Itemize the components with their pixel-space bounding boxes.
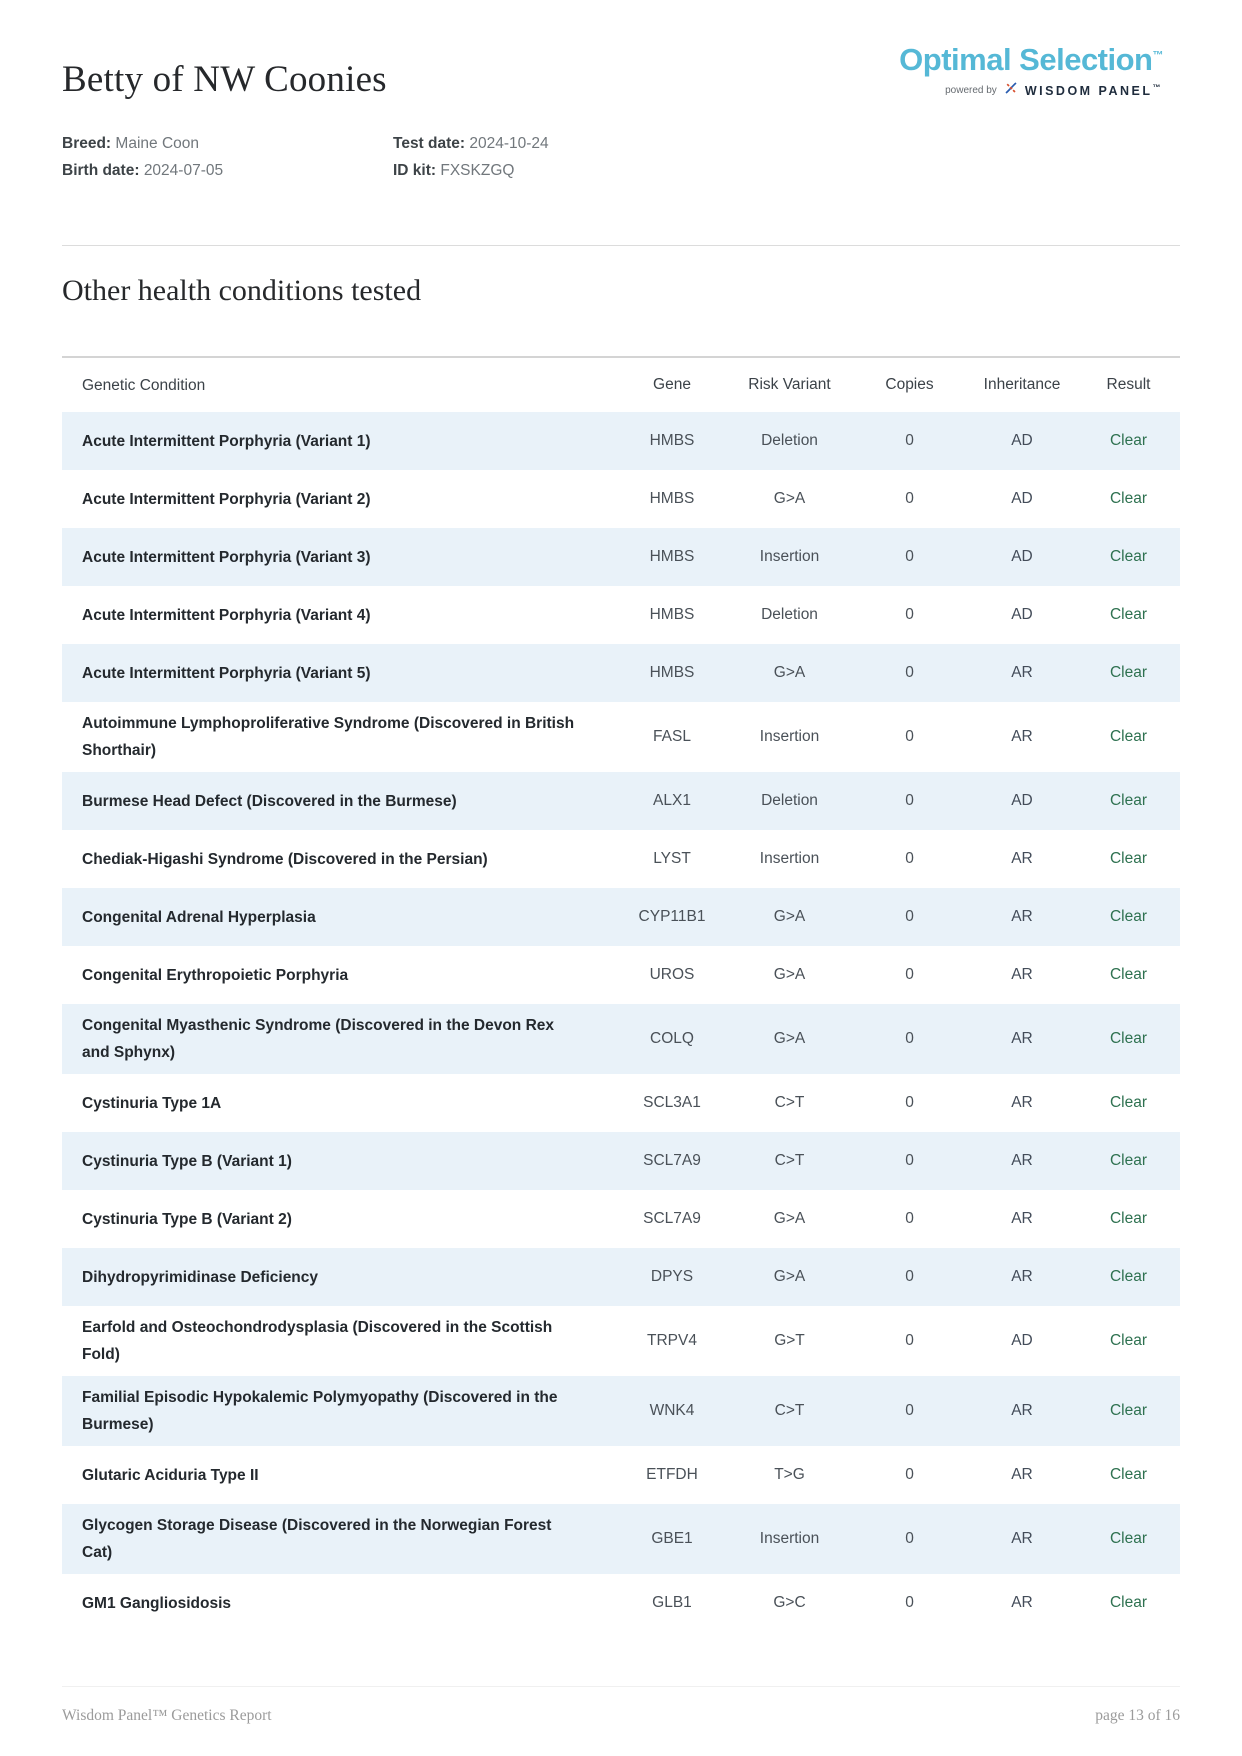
condition-name: Burmese Head Defect (Discovered in the Burmese) — [82, 792, 457, 810]
table-row — [62, 586, 1180, 644]
table-row — [62, 644, 1180, 702]
page-title: Betty of NW Coonies — [62, 59, 387, 100]
risk-variant-value: G>A — [773, 966, 806, 983]
condition-name: Cystinuria Type B (Variant 2) — [82, 1210, 292, 1228]
inheritance-value: AR — [1011, 1268, 1033, 1285]
table-row — [62, 702, 1180, 772]
page-footer — [62, 1686, 1180, 1725]
gene-value: COLQ — [650, 1030, 694, 1047]
result-value: Clear — [1109, 1094, 1148, 1111]
result-value: Clear — [1109, 1268, 1148, 1285]
result-value: Clear — [1109, 908, 1148, 925]
gene-value: ETFDH — [646, 1466, 698, 1483]
risk-variant-value: Deletion — [761, 606, 818, 623]
condition-name: Congenital Myasthenic Syndrome (Discovered in the Devon Rex and Sphynx) — [82, 1017, 555, 1061]
result-value: Clear — [1109, 850, 1148, 867]
gene-value: ALX1 — [653, 792, 691, 809]
breed-line — [62, 133, 393, 155]
risk-variant-value: Insertion — [759, 728, 820, 745]
result-value: Clear — [1109, 1530, 1148, 1547]
risk-variant-value: T>G — [774, 1466, 805, 1483]
copies-value: 0 — [905, 1152, 914, 1169]
table-row — [62, 1132, 1180, 1190]
test-date-label: Test date: — [393, 135, 466, 152]
gene-value: FASL — [653, 728, 691, 745]
condition-name: Acute Intermittent Porphyria (Variant 3) — [82, 548, 371, 566]
result-value: Clear — [1109, 728, 1148, 745]
inheritance-value: AD — [1011, 548, 1033, 565]
gene-value: HMBS — [649, 548, 695, 565]
risk-variant-value: C>T — [774, 1152, 805, 1169]
gene-value: HMBS — [649, 664, 695, 681]
trademark-symbol: ™ — [1152, 49, 1163, 62]
gene-value: TRPV4 — [647, 1332, 697, 1349]
birth-date-line — [62, 160, 393, 182]
optimal-selection-logo: Optimal Selection™ — [899, 42, 1163, 77]
copies-value: 0 — [905, 490, 914, 507]
condition-name: Glutaric Aciduria Type II — [82, 1466, 259, 1484]
risk-variant-value: G>T — [774, 1332, 805, 1349]
gene-value: SCL3A1 — [643, 1094, 701, 1111]
id-kit-line — [393, 160, 549, 182]
gene-value: HMBS — [649, 490, 695, 507]
copies-value: 0 — [905, 432, 914, 449]
brand-logo — [899, 44, 1163, 100]
risk-variant-value: G>A — [773, 1210, 806, 1227]
copies-value: 0 — [905, 1402, 914, 1419]
gene-value: HMBS — [649, 606, 695, 623]
inheritance-value: AR — [1011, 1210, 1033, 1227]
condition-name: Congenital Adrenal Hyperplasia — [82, 908, 316, 926]
table-body — [62, 412, 1180, 1632]
table-row — [62, 830, 1180, 888]
inheritance-value: AD — [1011, 1332, 1033, 1349]
condition-name: Familial Episodic Hypokalemic Polymyopathy (Discovered in the Burmese) — [82, 1389, 558, 1433]
header-risk-variant: Risk Variant — [748, 376, 831, 393]
condition-name: Congenital Erythropoietic Porphyria — [82, 966, 349, 984]
copies-value: 0 — [905, 1210, 914, 1227]
gene-value: LYST — [653, 850, 691, 867]
table-row — [62, 528, 1180, 586]
trademark-symbol: ™ — [1152, 82, 1163, 92]
gene-value: CYP11B1 — [638, 908, 706, 925]
test-date-line — [393, 133, 549, 155]
result-value: Clear — [1109, 1402, 1148, 1419]
inheritance-value: AR — [1011, 1466, 1033, 1483]
inheritance-value: AR — [1011, 850, 1033, 867]
result-value: Clear — [1109, 1152, 1148, 1169]
id-kit-label: ID kit: — [393, 162, 437, 179]
copies-value: 0 — [905, 1030, 914, 1047]
powered-by-line — [899, 81, 1163, 100]
inheritance-value: AR — [1011, 1094, 1033, 1111]
gene-value: GBE1 — [651, 1530, 693, 1547]
condition-name: Autoimmune Lymphoproliferative Syndrome (Discovered in British Shorthair) — [82, 715, 575, 759]
table-row — [62, 412, 1180, 470]
result-value: Clear — [1109, 432, 1148, 449]
condition-name: Acute Intermittent Porphyria (Variant 5) — [82, 664, 371, 682]
result-value: Clear — [1109, 606, 1148, 623]
risk-variant-value: Deletion — [761, 792, 818, 809]
table-row — [62, 1248, 1180, 1306]
dna-icon — [1004, 81, 1018, 100]
table-row — [62, 1306, 1180, 1376]
table-row — [62, 1574, 1180, 1632]
birth-date-value: 2024-07-05 — [143, 162, 224, 179]
risk-variant-value: G>A — [773, 490, 806, 507]
gene-value: SCL7A9 — [643, 1210, 701, 1227]
condition-name: Acute Intermittent Porphyria (Variant 4) — [82, 606, 371, 624]
risk-variant-value: G>A — [773, 664, 806, 681]
result-value: Clear — [1109, 1594, 1148, 1611]
header-gene: Gene — [653, 376, 691, 393]
header-copies: Copies — [885, 376, 934, 393]
header-result: Result — [1106, 376, 1151, 393]
table-row — [62, 1446, 1180, 1504]
table-row — [62, 1190, 1180, 1248]
risk-variant-value: G>A — [773, 1268, 806, 1285]
copies-value: 0 — [905, 664, 914, 681]
health-conditions-table — [62, 356, 1180, 1632]
copies-value: 0 — [905, 966, 914, 983]
test-date-value: 2024-10-24 — [469, 135, 549, 152]
result-value: Clear — [1109, 1210, 1148, 1227]
condition-name: Cystinuria Type 1A — [82, 1094, 222, 1112]
result-value: Clear — [1109, 490, 1148, 507]
risk-variant-value: Insertion — [759, 850, 820, 867]
copies-value: 0 — [905, 1094, 914, 1111]
risk-variant-value: Insertion — [759, 1530, 820, 1547]
copies-value: 0 — [905, 908, 914, 925]
result-value: Clear — [1109, 1466, 1148, 1483]
copies-value: 0 — [905, 728, 914, 745]
table-row — [62, 470, 1180, 528]
copies-value: 0 — [905, 1594, 914, 1611]
breed-label: Breed: — [62, 135, 112, 152]
wisdom-panel-logo: WISDOM PANEL™ — [1024, 82, 1163, 99]
condition-name: Cystinuria Type B (Variant 1) — [82, 1152, 292, 1170]
gene-value: SCL7A9 — [643, 1152, 701, 1169]
condition-name: GM1 Gangliosidosis — [82, 1594, 231, 1612]
birth-date-label: Birth date: — [62, 162, 140, 179]
table-row — [62, 888, 1180, 946]
gene-value: HMBS — [649, 432, 695, 449]
copies-value: 0 — [905, 548, 914, 565]
inheritance-value: AD — [1011, 490, 1033, 507]
condition-name: Chediak-Higashi Syndrome (Discovered in the Persian) — [82, 850, 488, 868]
risk-variant-value: G>A — [773, 1030, 806, 1047]
inheritance-value: AR — [1011, 664, 1033, 681]
condition-name: Earfold and Osteochondrodysplasia (Discovered in the Scottish Fold) — [82, 1319, 553, 1363]
condition-name: Acute Intermittent Porphyria (Variant 1) — [82, 432, 371, 450]
table-row — [62, 946, 1180, 1004]
copies-value: 0 — [905, 792, 914, 809]
condition-name: Acute Intermittent Porphyria (Variant 2) — [82, 490, 371, 508]
inheritance-value: AD — [1011, 792, 1033, 809]
header-inheritance: Inheritance — [983, 376, 1061, 393]
risk-variant-value: Deletion — [761, 432, 818, 449]
copies-value: 0 — [905, 1466, 914, 1483]
inheritance-value: AR — [1011, 908, 1033, 925]
gene-value: UROS — [649, 966, 695, 983]
table-row — [62, 1376, 1180, 1446]
inheritance-value: AR — [1011, 1594, 1033, 1611]
header-genetic-condition: Genetic Condition — [82, 376, 206, 394]
copies-value: 0 — [905, 1268, 914, 1285]
footer-page-number: page 13 of 16 — [1095, 1707, 1180, 1724]
risk-variant-value: C>T — [774, 1402, 805, 1419]
copies-value: 0 — [905, 1530, 914, 1547]
risk-variant-value: Insertion — [759, 548, 820, 565]
inheritance-value: AD — [1011, 606, 1033, 623]
gene-value: WNK4 — [649, 1402, 695, 1419]
footer-report-name: Wisdom Panel™ Genetics Report — [62, 1707, 272, 1724]
table-row — [62, 1074, 1180, 1132]
risk-variant-value: C>T — [774, 1094, 805, 1111]
copies-value: 0 — [905, 850, 914, 867]
id-kit-value: FXSKZGQ — [440, 162, 515, 179]
gene-value: DPYS — [650, 1268, 694, 1285]
inheritance-value: AR — [1011, 966, 1033, 983]
header-divider — [62, 245, 1180, 246]
table-row — [62, 1504, 1180, 1574]
table-row — [62, 772, 1180, 830]
risk-variant-value: G>C — [773, 1594, 806, 1611]
result-value: Clear — [1109, 792, 1148, 809]
result-value: Clear — [1109, 1332, 1148, 1349]
pet-info — [62, 133, 549, 182]
inheritance-value: AR — [1011, 1030, 1033, 1047]
inheritance-value: AR — [1011, 1402, 1033, 1419]
inheritance-value: AR — [1011, 728, 1033, 745]
inheritance-value: AR — [1011, 1152, 1033, 1169]
inheritance-value: AR — [1011, 1530, 1033, 1547]
breed-value: Maine Coon — [115, 135, 199, 152]
inheritance-value: AD — [1011, 432, 1033, 449]
result-value: Clear — [1109, 548, 1148, 565]
result-value: Clear — [1109, 664, 1148, 681]
condition-name: Glycogen Storage Disease (Discovered in the Norwegian Forest Cat) — [82, 1517, 552, 1561]
result-value: Clear — [1109, 966, 1148, 983]
table-header-row — [62, 358, 1180, 412]
copies-value: 0 — [905, 1332, 914, 1349]
condition-name: Dihydropyrimidinase Deficiency — [82, 1268, 319, 1286]
risk-variant-value: G>A — [773, 908, 806, 925]
powered-by-label: powered by — [945, 85, 997, 96]
table-row — [62, 1004, 1180, 1074]
section-title: Other health conditions tested — [62, 274, 422, 307]
copies-value: 0 — [905, 606, 914, 623]
result-value: Clear — [1109, 1030, 1148, 1047]
gene-value: GLB1 — [652, 1594, 692, 1611]
